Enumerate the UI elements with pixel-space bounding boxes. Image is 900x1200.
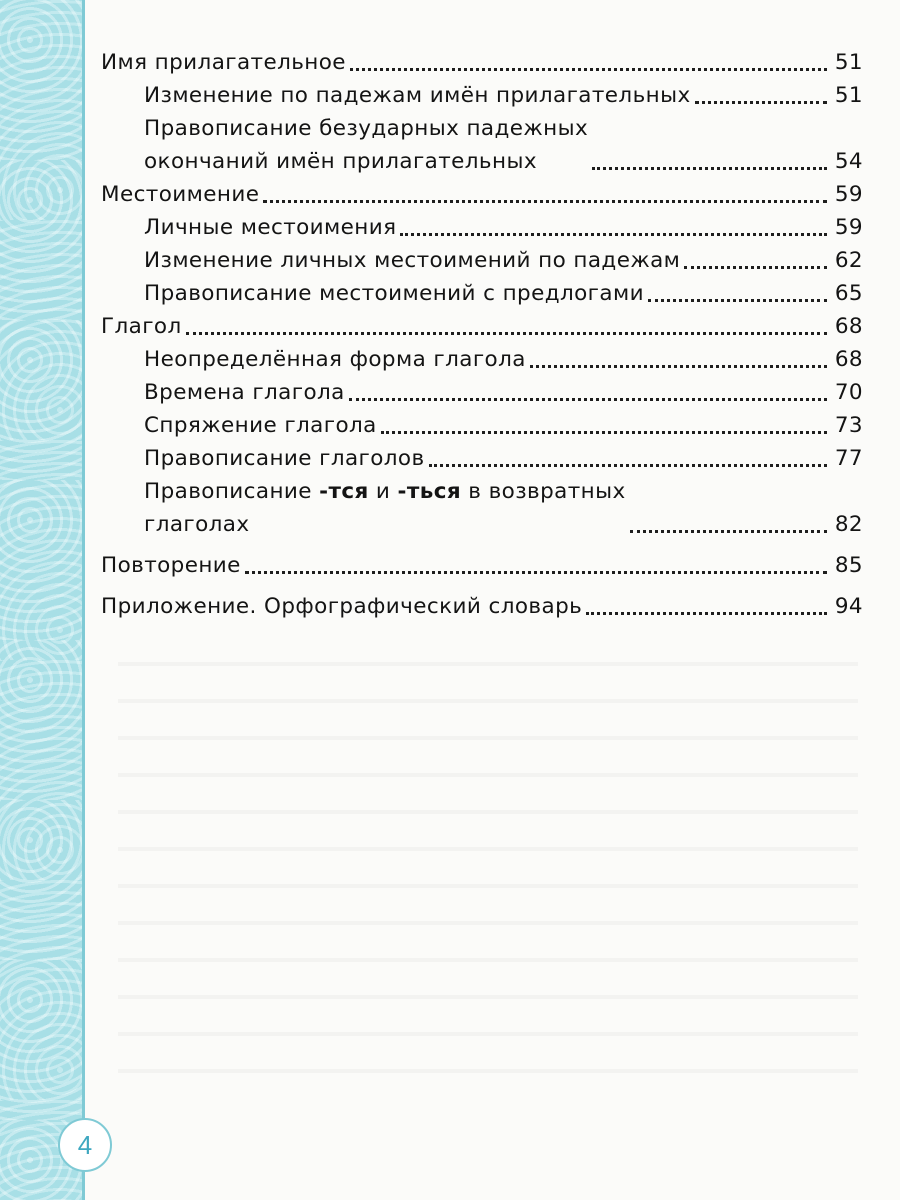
toc-title-text: Правописание	[144, 479, 320, 504]
toc-page-number: 68	[834, 347, 863, 372]
decorative-margin-band	[0, 0, 85, 1200]
toc-entry	[101, 409, 863, 442]
toc-page-number: 85	[834, 553, 863, 578]
dot-leader	[592, 167, 827, 170]
dot-leader	[381, 431, 827, 434]
toc-page-number: 51	[834, 83, 863, 108]
toc-entry	[101, 46, 863, 79]
toc-entry-title: Правописание глаголов	[144, 446, 425, 471]
dot-leader	[349, 398, 827, 401]
toc-entry-title: Личные местоимения	[144, 215, 397, 240]
dot-leader	[263, 200, 826, 203]
toc-page-number: 70	[834, 380, 863, 405]
toc-entry-title-line	[144, 475, 626, 508]
toc-entry	[101, 310, 863, 343]
toc-entry-title: Имя прилагательное	[101, 50, 346, 75]
toc-entry-title-line: окончаний имён прилагательных	[144, 149, 537, 174]
toc-entry-title: Времена глагола	[144, 380, 345, 405]
toc-entry	[101, 79, 863, 112]
toc-entry	[101, 590, 863, 623]
dot-leader	[186, 332, 827, 335]
dot-leader	[530, 365, 827, 368]
toc-entry-title: Неопределённая форма глагола	[144, 347, 526, 372]
toc-entry	[101, 178, 863, 211]
toc-entry-title: Изменение личных местоимений по падежам	[144, 248, 681, 273]
dot-leader	[695, 101, 827, 104]
toc-entry	[101, 442, 863, 475]
toc-entry-title: Спряжение глагола	[144, 413, 377, 438]
toc-entry	[101, 475, 863, 541]
toc-entry-title-line: Правописание безударных падежных	[144, 116, 589, 141]
toc-page-number: 65	[834, 281, 863, 306]
toc-entry-title: Местоимение	[101, 182, 260, 207]
toc-page-number: 59	[834, 215, 863, 240]
dot-leader	[400, 233, 826, 236]
toc-entry-title: Изменение по падежам имён прилагательных	[144, 83, 691, 108]
toc-entry-title-line: глаголах	[144, 512, 250, 537]
dot-leader	[429, 464, 827, 467]
toc-entry	[101, 549, 863, 582]
show-through-background	[118, 640, 858, 1100]
toc-entry	[101, 211, 863, 244]
suffix-tsya-soft: -ться	[397, 479, 462, 504]
toc-page-number: 77	[834, 446, 863, 471]
toc-page-number: 54	[834, 149, 863, 174]
table-of-contents	[101, 46, 863, 623]
toc-page-number: 94	[834, 594, 863, 619]
dot-leader	[648, 299, 827, 302]
toc-entry-title	[144, 475, 626, 541]
suffix-tsya: -тся	[319, 479, 369, 504]
toc-entry	[101, 343, 863, 376]
toc-entry	[101, 244, 863, 277]
toc-page-number: 62	[834, 248, 863, 273]
toc-entry-title	[144, 112, 588, 178]
dot-leader	[350, 68, 827, 71]
dot-leader	[630, 530, 827, 533]
toc-entry	[101, 112, 863, 178]
dot-leader	[684, 266, 827, 269]
toc-page-number: 59	[834, 182, 863, 207]
toc-page-number: 73	[834, 413, 863, 438]
dot-leader	[245, 571, 827, 574]
toc-page-number: 82	[834, 512, 863, 537]
toc-entry	[101, 376, 863, 409]
toc-title-text: и	[368, 479, 398, 504]
toc-entry	[101, 277, 863, 310]
toc-title-text: в возвратных	[461, 479, 626, 504]
toc-entry-title: Повторение	[101, 553, 241, 578]
toc-entry-title: Глагол	[101, 314, 182, 339]
toc-page-number: 68	[834, 314, 863, 339]
toc-entry-title: Правописание местоимений с предлогами	[144, 281, 644, 306]
toc-entry-title: Приложение. Орфографический словарь	[101, 594, 583, 619]
toc-page-number: 51	[834, 50, 863, 75]
page-number-badge: 4	[58, 1118, 112, 1172]
dot-leader	[586, 612, 827, 615]
